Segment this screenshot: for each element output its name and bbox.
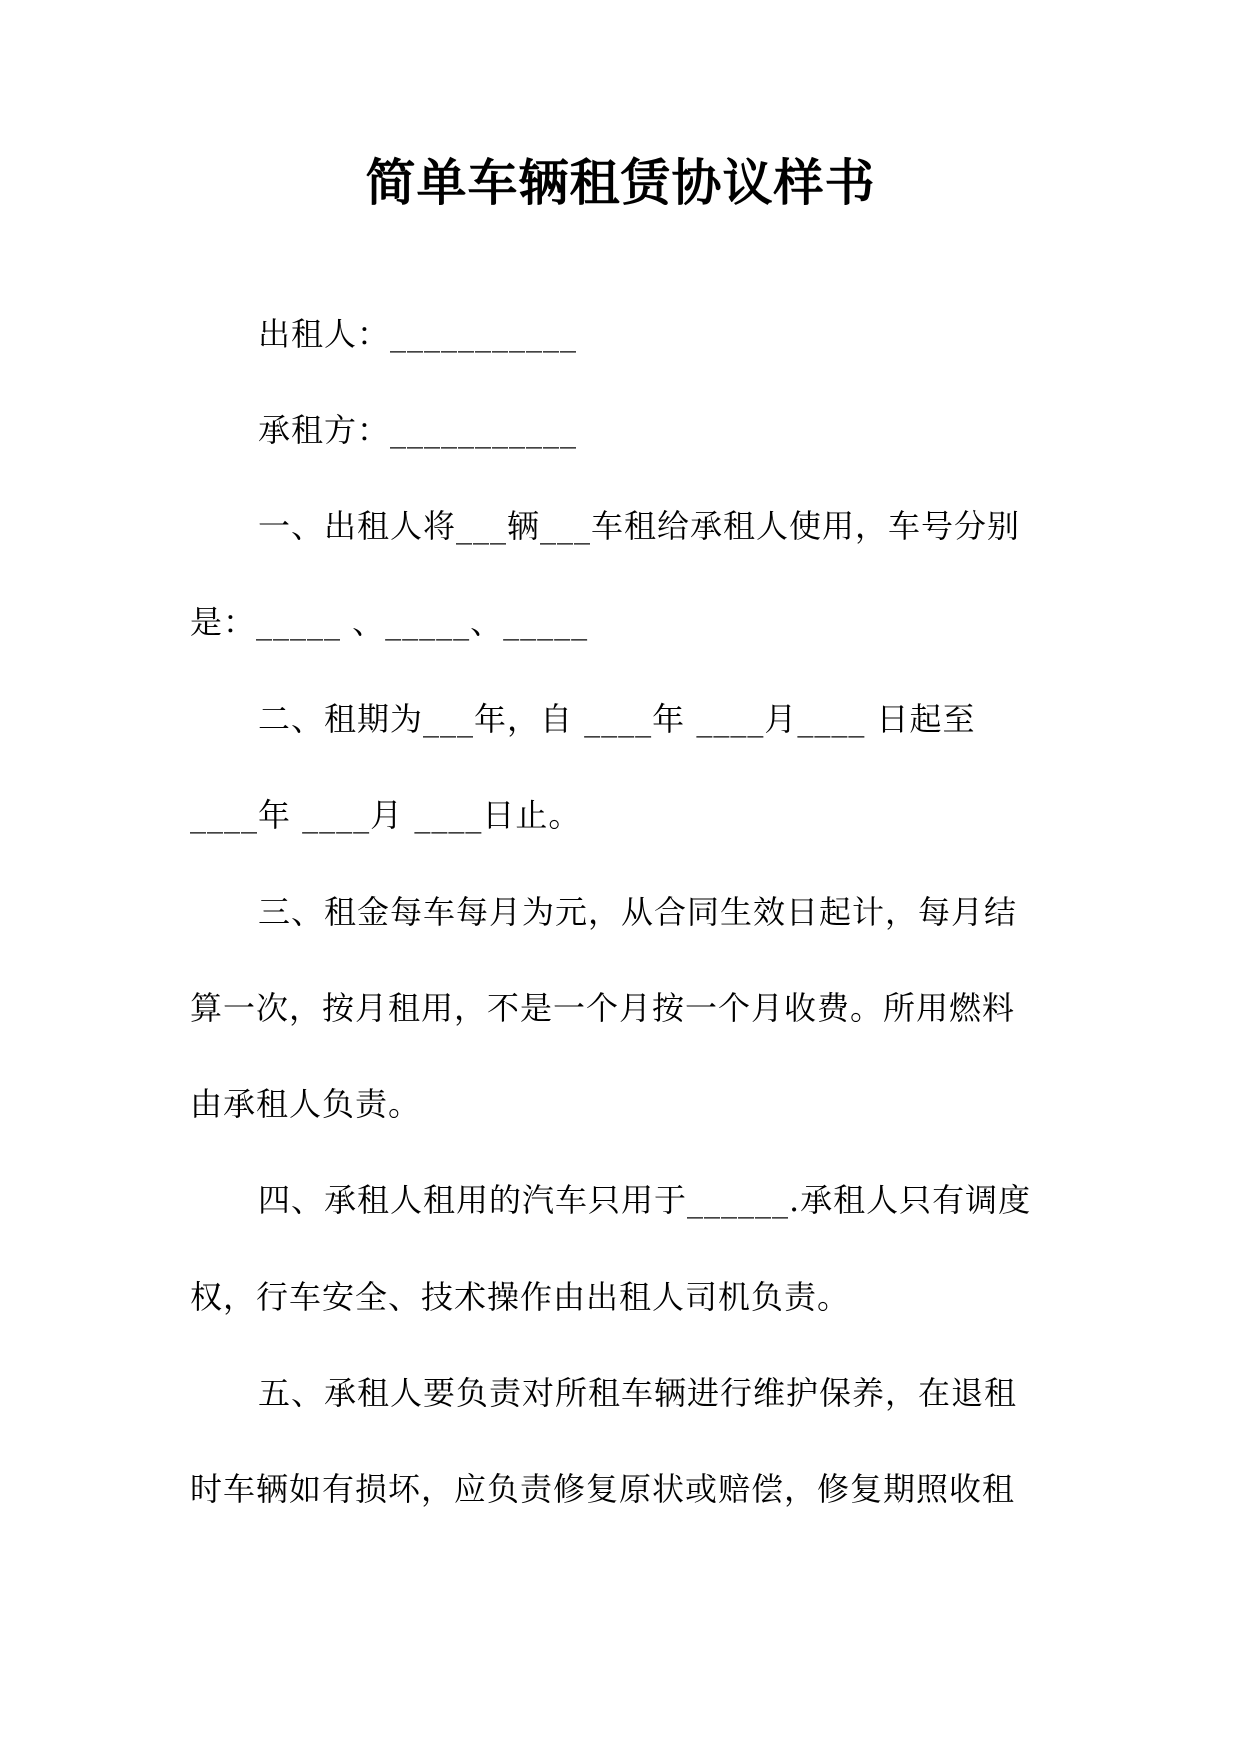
lessor-line: 出租人：___________	[258, 315, 578, 353]
clause-4-line-2: 权，行车安全、技术操作由出租人司机负责。	[190, 1278, 851, 1316]
clause-3-line-3: 由承租人负责。	[190, 1085, 422, 1123]
clause-5-line-1: 五、承租人要负责对所租车辆进行维护保养，在退租	[258, 1374, 1018, 1412]
document-title: 简单车辆租赁协议样书	[365, 153, 876, 212]
clause-4-line-1: 四、承租人租用的汽车只用于______.承租人只有调度	[258, 1181, 1032, 1219]
clause-3-line-1: 三、租金每车每月为元，从合同生效日起计，每月结	[258, 893, 1018, 931]
clause-2-line-1: 二、租期为___年，自 ____年 ____月____ 日起至	[258, 700, 976, 738]
clause-5-line-2: 时车辆如有损坏，应负责修复原状或赔偿，修复期照收租	[190, 1470, 1016, 1508]
clause-3-line-2: 算一次，按月租用，不是一个月按一个月收费。所用燃料	[190, 989, 1016, 1027]
clause-1-line-2: 是：_____ 、_____、_____	[190, 603, 589, 641]
clause-1-line-1: 一、出租人将___辆___车租给承租人使用，车号分别	[258, 507, 1021, 545]
clause-2-line-2: ____年 ____月 ____日止。	[190, 796, 582, 834]
lessee-line: 承租方：___________	[258, 411, 578, 449]
